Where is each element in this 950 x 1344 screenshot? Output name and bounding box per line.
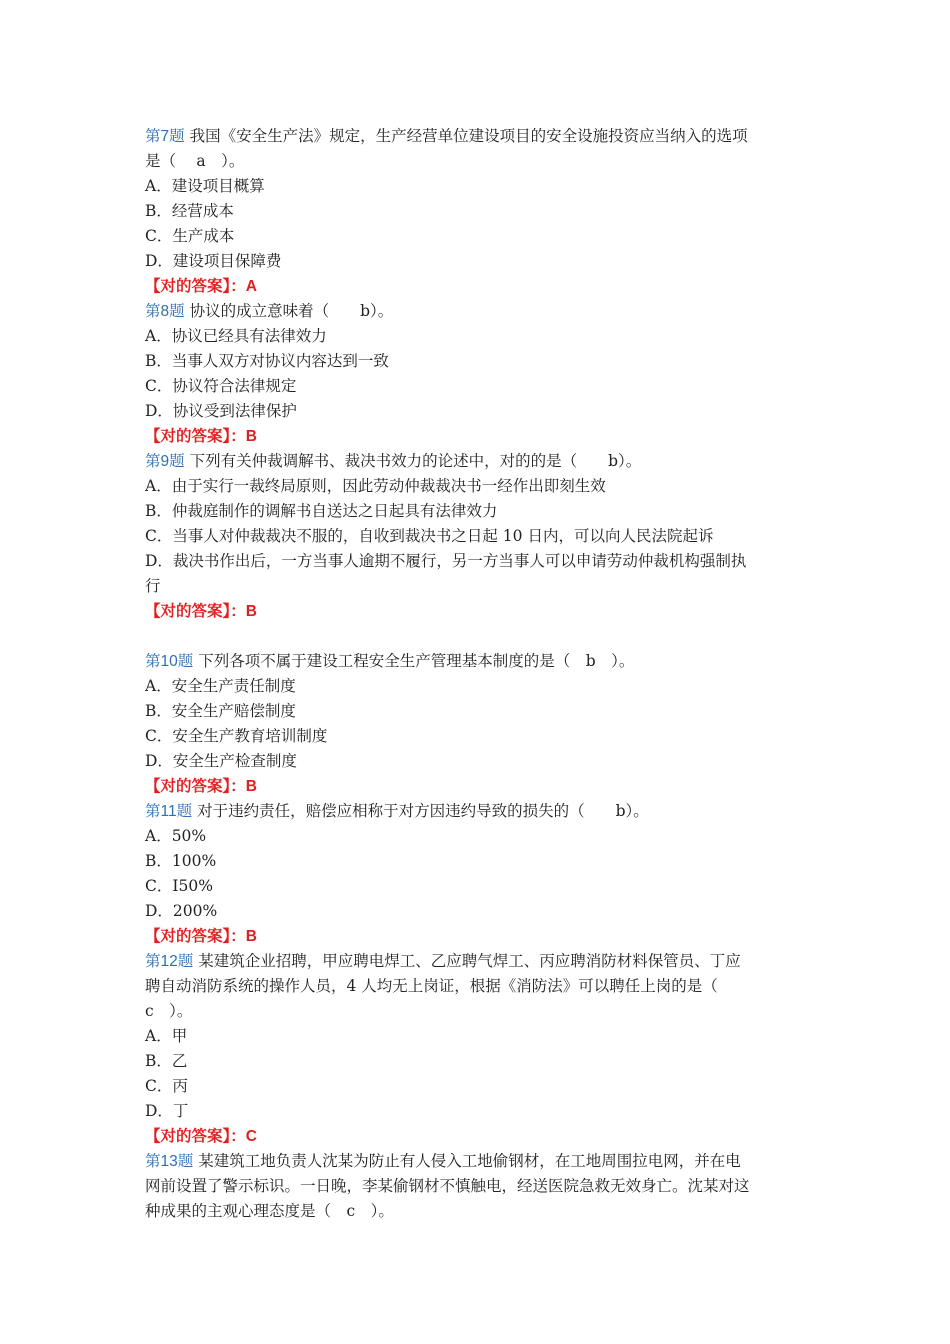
question-heading [145, 649, 805, 674]
question-heading [145, 799, 805, 824]
question-stem-text: 我国《安全生产法》规定，生产经营单位建设项目的安全设施投资应当纳入的选项 [189, 127, 748, 145]
question-number: 12 [160, 953, 178, 970]
answer-label: 【对的答案】： [145, 927, 246, 945]
answer-line [145, 599, 805, 624]
option-a: 行 [145, 577, 161, 595]
question-heading [145, 299, 805, 324]
question-suffix: 题 [169, 302, 185, 320]
option-b: B．当事人双方对协议内容达到一致 [145, 352, 389, 370]
question-heading [145, 124, 805, 149]
question-prefix: 第 [145, 802, 161, 820]
question-heading [145, 449, 805, 474]
option-d: D．200% [145, 902, 218, 920]
answer-label: 【对的答案】： [145, 602, 246, 620]
option-a: A．建设项目概算 [145, 177, 265, 195]
document-body [145, 124, 805, 1224]
option-b: B．100% [145, 852, 217, 870]
answer-label: 【对的答案】： [145, 427, 246, 445]
answer-value: C [245, 1128, 257, 1145]
option-a: A．50% [145, 827, 207, 845]
question-suffix: 题 [169, 452, 185, 470]
option-d: D．丁 [145, 1102, 189, 1120]
question-number: 7 [160, 128, 170, 145]
blank-line [145, 624, 805, 649]
question-stem-text: 某建筑工地负责人沈某为防止有人侵入工地偷钢材，在工地周围拉电网，并在电 [198, 1152, 741, 1170]
option-c: C．丙 [145, 1077, 188, 1095]
question-stem-text: 下列各项不属于建设工程安全生产管理基本制度的是（ b ）。 [198, 652, 635, 670]
answer-line [145, 924, 805, 949]
question-suffix: 题 [177, 1152, 194, 1170]
question-suffix: 题 [169, 127, 185, 145]
question-suffix: 题 [176, 802, 193, 820]
question-stem-line [145, 974, 805, 999]
answer-line [145, 1124, 805, 1149]
option-a: A．安全生产责任制度 [145, 677, 296, 695]
option-b: B．仲裁庭制作的调解书自送达之日起具有法律效力 [145, 502, 498, 520]
question-number: 9 [160, 453, 170, 470]
answer-label: 【对的答案】： [145, 277, 246, 295]
option-b: B．经营成本 [145, 202, 234, 220]
answer-value: B [245, 778, 257, 795]
question-prefix: 第 [145, 452, 161, 470]
question-stem-text: 种成果的主观心理态度是（ c ）。 [145, 1202, 394, 1220]
option-d: D．协议受到法律保护 [145, 402, 297, 420]
question-stem-line [145, 1174, 805, 1199]
option-c: C．安全生产教育培训制度 [145, 727, 328, 745]
answer-value: B [245, 928, 257, 945]
question-stem-text: 协议的成立意味着（ b）。 [189, 302, 394, 320]
question-number: 10 [160, 653, 178, 670]
option-b: B．安全生产赔偿制度 [145, 702, 296, 720]
question-prefix: 第 [145, 127, 161, 145]
answer-line [145, 774, 805, 799]
question-prefix: 第 [145, 1152, 161, 1170]
question-suffix: 题 [177, 952, 194, 970]
question-stem-text: 网前设置了警示标识。一日晚，李某偷钢材不慎触电，经送医院急救无效身亡。沈某对这 [145, 1177, 750, 1195]
question-number: 13 [160, 1153, 178, 1170]
question-stem-text: c ）。 [145, 1002, 193, 1020]
option-a: A．甲 [145, 1027, 188, 1045]
option-d: D．安全生产检查制度 [145, 752, 297, 770]
answer-label: 【对的答案】： [145, 1127, 246, 1145]
option-c: C．当事人对仲裁裁决不服的，自收到裁决书之日起 10 日内，可以向人民法院起诉 [145, 527, 714, 545]
question-prefix: 第 [145, 302, 161, 320]
question-stem-text: 对于违约责任，赔偿应相称于对方因违约导致的损失的（ b）。 [197, 802, 649, 820]
question-stem-text: 是（ a ）。 [145, 152, 245, 170]
option-a: A．协议已经具有法律效力 [145, 327, 327, 345]
question-stem-line [145, 1199, 805, 1224]
answer-line [145, 274, 805, 299]
question-prefix: 第 [145, 952, 161, 970]
option-a: A．由于实行一裁终局原则，因此劳动仲裁裁决书一经作出即刻生效 [145, 477, 606, 495]
answer-value: B [245, 603, 257, 620]
answer-value: A [245, 278, 257, 295]
question-prefix: 第 [145, 652, 161, 670]
question-stem-text: 下列有关仲裁调解书、裁决书效力的论述中，对的的是（ b）。 [189, 452, 642, 470]
question-number: 8 [160, 303, 170, 320]
question-number: 11 [160, 803, 177, 820]
question-heading [145, 1149, 805, 1174]
option-c: C．生产成本 [145, 227, 235, 245]
option-b: B．乙 [145, 1052, 188, 1070]
answer-label: 【对的答案】： [145, 777, 246, 795]
question-stem-text: 聘自动消防系统的操作人员，4 人均无上岗证，根据《消防法》可以聘任上岗的是（ [145, 977, 718, 995]
answer-line [145, 424, 805, 449]
option-d: D．建设项目保障费 [145, 252, 282, 270]
question-suffix: 题 [177, 652, 194, 670]
question-stem-text: 某建筑企业招聘，甲应聘电焊工、乙应聘气焊工、丙应聘消防材料保管员、丁应 [198, 952, 741, 970]
option-c: C．I50% [145, 877, 213, 895]
option-d: D．裁决书作出后，一方当事人逾期不履行，另一方当事人可以申请劳动仲裁机构强制执 [145, 552, 747, 570]
question-heading [145, 949, 805, 974]
question-stem-line [145, 149, 805, 174]
question-stem-line [145, 999, 805, 1024]
answer-value: B [245, 428, 257, 445]
option-c: C．协议符合法律规定 [145, 377, 297, 395]
